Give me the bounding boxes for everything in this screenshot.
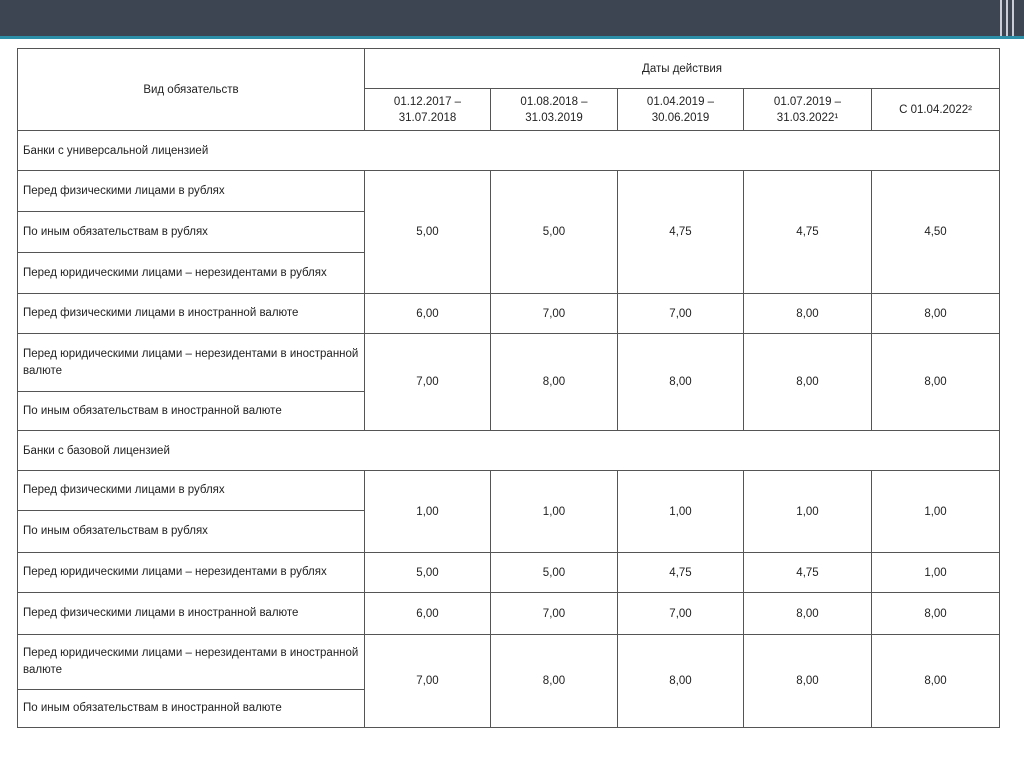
title-bar-edge-line (1000, 0, 1002, 36)
period-header (872, 89, 1000, 131)
value-cell: 8,00 (618, 635, 744, 728)
value-cell: 8,00 (744, 593, 872, 635)
column-header-dates: Даты действия (365, 49, 1000, 89)
value-cell: 5,00 (491, 553, 618, 593)
section-universal-license: Банки с универсальной лицензией (18, 131, 1000, 171)
value-cell: 8,00 (872, 334, 1000, 431)
value-cell: 8,00 (872, 593, 1000, 635)
title-bar-edge-line (1006, 0, 1008, 36)
value-cell: 5,00 (491, 171, 618, 294)
value-cell: 1,00 (491, 471, 618, 553)
value-cell: 7,00 (365, 635, 491, 728)
value-cell: 7,00 (618, 593, 744, 635)
period-to: 31.07.2018 (398, 111, 457, 124)
period-from: 01.12.2017 – (393, 95, 462, 108)
row-label: Перед физическими лицами в иностранной валюте (18, 294, 365, 334)
period-from: 01.08.2018 – (520, 95, 588, 108)
value-cell: 5,00 (365, 553, 491, 593)
value-cell: 6,00 (365, 294, 491, 334)
row-label: Перед физическими лицами в рублях (18, 471, 365, 511)
value-cell: 1,00 (365, 471, 491, 553)
row-label: Перед юридическими лицами – нерезидентами в иностранной валюте (18, 635, 365, 690)
row-label: По иным обязательствам в рублях (18, 212, 365, 253)
row-label: Перед физическими лицами в иностранной валюте (18, 593, 365, 635)
value-cell: 5,00 (365, 171, 491, 294)
value-cell: 4,75 (744, 553, 872, 593)
period-from: 01.04.2019 – (646, 95, 715, 108)
value-cell: 8,00 (744, 334, 872, 431)
title-accent-stripe (0, 36, 1024, 39)
period-to: 30.06.2019 (651, 111, 710, 124)
column-header-obligation-type: Вид обязательств (18, 49, 365, 131)
section-basic-license: Банки с базовой лицензией (18, 431, 1000, 471)
value-cell: 8,00 (618, 334, 744, 431)
value-cell: 7,00 (491, 294, 618, 334)
value-cell: 8,00 (744, 635, 872, 728)
reserve-requirements-table (17, 48, 1000, 728)
value-cell: 8,00 (872, 294, 1000, 334)
value-cell: 8,00 (491, 635, 618, 728)
value-cell: 1,00 (872, 471, 1000, 553)
value-cell: 4,75 (744, 171, 872, 294)
value-cell: 7,00 (365, 334, 491, 431)
row-label: Перед юридическими лицами – нерезидентами в рублях (18, 553, 365, 593)
period-header (744, 89, 872, 131)
period-to: 31.03.2022¹ (776, 111, 839, 124)
value-cell: 1,00 (872, 553, 1000, 593)
value-cell: 4,75 (618, 553, 744, 593)
period-from: 01.07.2019 – (773, 95, 842, 108)
value-cell: 7,00 (618, 294, 744, 334)
value-cell: 8,00 (872, 635, 1000, 728)
value-cell: 7,00 (491, 593, 618, 635)
value-cell: 6,00 (365, 593, 491, 635)
value-cell: 8,00 (744, 294, 872, 334)
period-to: 31.03.2019 (525, 111, 583, 124)
period-from: С 01.04.2022² (899, 103, 972, 116)
value-cell: 1,00 (618, 471, 744, 553)
period-header (365, 89, 491, 131)
row-label: По иным обязательствам в рублях (18, 511, 365, 553)
value-cell: 4,50 (872, 171, 1000, 294)
value-cell: 1,00 (744, 471, 872, 553)
row-label: По иным обязательствам в иностранной валюте (18, 392, 365, 431)
row-label: Перед юридическими лицами – нерезидентами в иностранной валюте (18, 334, 365, 392)
title-bar-edge-line (1012, 0, 1014, 36)
row-label: По иным обязательствам в иностранной валюте (18, 690, 365, 728)
period-header (618, 89, 744, 131)
row-label: Перед юридическими лицами – нерезидентами в рублях (18, 253, 365, 294)
row-label: Перед физическими лицами в рублях (18, 171, 365, 212)
value-cell: 4,75 (618, 171, 744, 294)
value-cell: 8,00 (491, 334, 618, 431)
slide-title-bar (0, 0, 1024, 36)
period-header (491, 89, 618, 131)
